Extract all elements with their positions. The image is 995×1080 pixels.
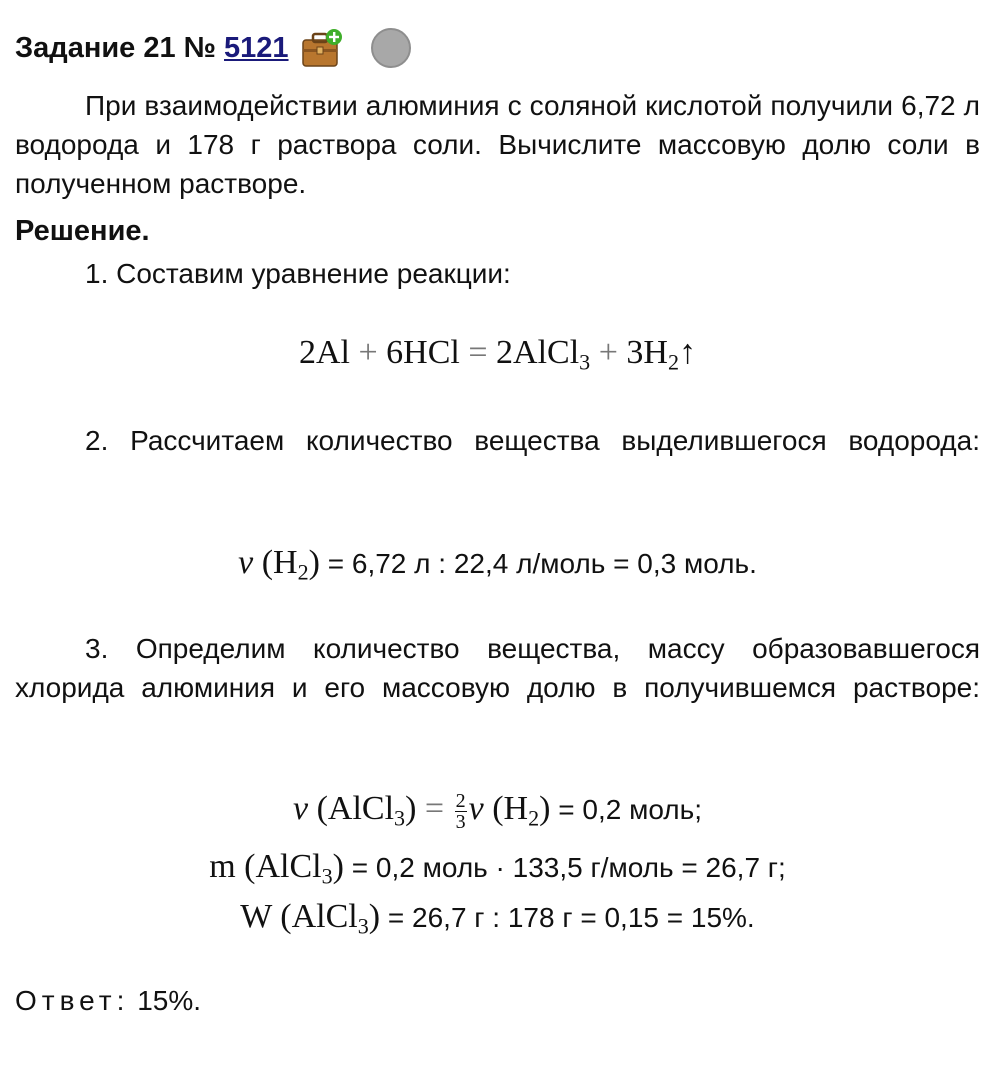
paren-close: )	[539, 790, 551, 827]
calc-h2	[0, 544, 995, 585]
calc-alcl3-fraction	[0, 898, 995, 939]
problem-text: При взаимодействии алюминия с соляной кислотой получили 6,72 л водорода и 178 г раствора соли. Вычислите массовую долю соли в полученном растворе.	[15, 90, 980, 199]
nu-symbol: ν	[468, 790, 484, 827]
subscript: 3	[579, 349, 591, 375]
reactant-hcl: 6HCl	[386, 334, 460, 371]
task-label: Задание 21 №	[15, 31, 217, 64]
nu-symbol: ν	[238, 544, 254, 581]
paren-open: (	[492, 790, 504, 827]
paren-close: )	[332, 848, 344, 885]
paren-close: )	[405, 790, 417, 827]
subscript: 2	[528, 805, 540, 831]
species: AlCl	[291, 898, 358, 935]
paren-close: )	[368, 898, 381, 935]
reactant-al: 2Al	[298, 334, 350, 371]
equals-sign: =	[468, 334, 488, 371]
step-1: 1. Составим уравнение реакции:	[85, 258, 511, 289]
calc-alcl3-amount-rhs: = 0,2 моль;	[558, 794, 702, 825]
subscript: 2	[667, 349, 680, 375]
paren-open: (	[244, 848, 256, 885]
product-h2: 3H	[626, 334, 668, 371]
task-number-link[interactable]: 5121	[224, 31, 289, 64]
reaction-equation	[0, 334, 995, 375]
plus-sign: +	[598, 334, 618, 371]
calc-alcl3-fraction-rhs: = 26,7 г : 178 г = 0,15 = 15%.	[387, 902, 755, 933]
plus-sign: +	[358, 334, 378, 371]
task-header	[15, 22, 411, 74]
subscript: 3	[321, 863, 333, 889]
nu-symbol: ν	[293, 790, 309, 827]
step-3: 3. Определим количество вещества, массу образовавшегося хлорида алюминия и его массовую долю в получившемся растворе:	[15, 633, 980, 703]
paren-open: (	[280, 898, 292, 935]
answer	[15, 985, 201, 1017]
subscript: 3	[357, 913, 369, 939]
fraction-denominator: 3	[455, 810, 466, 833]
species: AlCl	[255, 848, 322, 885]
calc-alcl3-mass-rhs: = 0,2 моль · 133,5 г/моль = 26,7 г;	[351, 852, 786, 883]
answer-value: 15%.	[137, 985, 202, 1016]
fraction	[455, 791, 467, 832]
gas-arrow: ↑	[679, 334, 697, 371]
calc-h2-rhs: = 6,72 л : 22,4 л/моль = 0,3 моль.	[327, 548, 757, 579]
paren-open: (	[316, 790, 328, 827]
subscript: 2	[297, 559, 309, 585]
species: AlCl	[327, 790, 395, 827]
paren-open: (	[261, 544, 274, 581]
subscript: 3	[394, 805, 406, 831]
add-to-briefcase-icon[interactable]	[301, 28, 343, 68]
product-alcl3: 2AlCl	[496, 334, 580, 371]
fraction-symbol: W	[240, 898, 272, 935]
fraction-numerator: 2	[455, 789, 466, 812]
species: H	[503, 790, 529, 827]
species: H	[273, 544, 298, 581]
answer-label: Ответ:	[15, 985, 130, 1016]
calc-alcl3-mass	[0, 848, 995, 889]
calc-alcl3-amount	[0, 790, 995, 832]
solution-title: Решение.	[15, 215, 150, 247]
step-2: 2. Рассчитаем количество вещества выделившегося водорода:	[85, 425, 980, 456]
paren-close: )	[308, 544, 320, 581]
status-dot	[371, 28, 411, 68]
equals-sign: =	[424, 790, 445, 827]
mass-symbol: m	[209, 848, 236, 885]
